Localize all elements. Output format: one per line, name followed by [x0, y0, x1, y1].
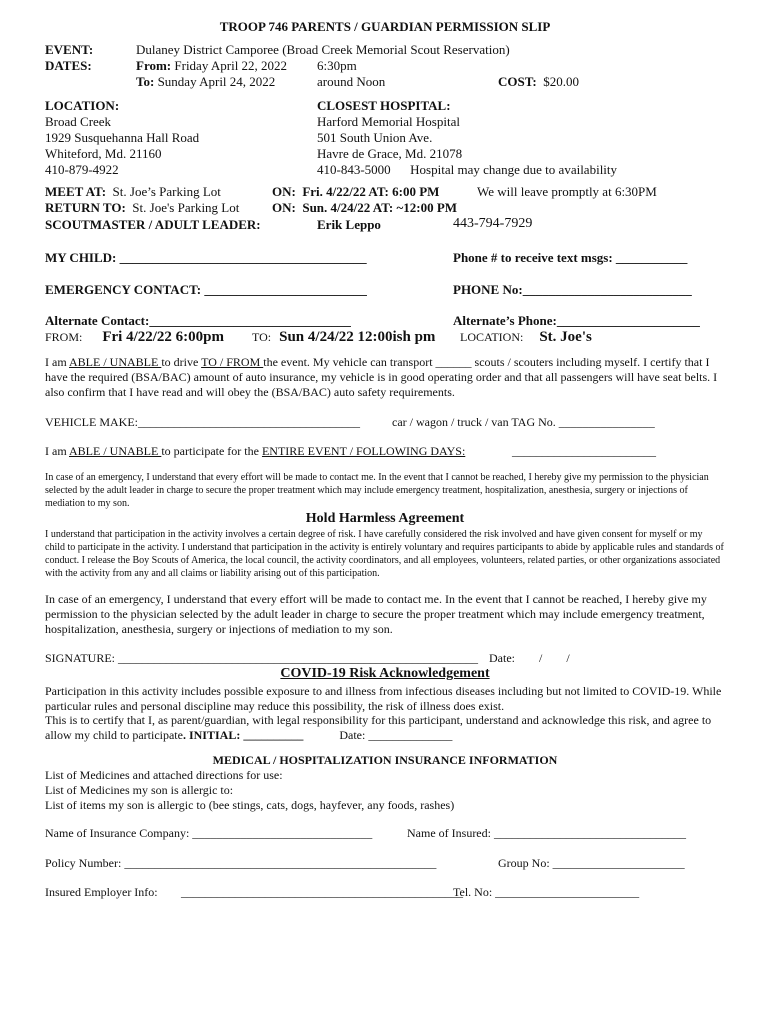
location-line: 1929 Susquehanna Hall Road [45, 130, 200, 145]
insurance-company-field[interactable]: Name of Insurance Company: ______________________________ [45, 826, 373, 840]
cost-label: COST: [498, 74, 537, 89]
covid-date-field[interactable]: Date: ______________ [339, 728, 453, 742]
covid-heading: COVID-19 Risk Acknowledgement [280, 666, 490, 681]
to-date-row [136, 74, 275, 90]
emergency-paragraph: In case of an emergency, I understand that every effort will be made to contact me. In the event that I cannot be reached, I hereby give my permission to the physician selected by the adult leader in charge to secure the proper treatment which may include emergency treatment, hospitalization, anesthesia, surgery or injections of mediation to my son. [45, 472, 709, 509]
medical-lists [45, 768, 454, 813]
hospital-note: Hospital may change due to availability [410, 162, 618, 177]
participate-blank[interactable]: ________________________ [512, 444, 656, 458]
to-date: Sunday April 24, 2022 [157, 74, 276, 89]
allergic-items-line[interactable]: List of items my son is allergic to (bee stings, cats, dogs, hayfever, any foods, rashes) [45, 798, 455, 812]
hold-harmless-heading: Hold Harmless Agreement [305, 511, 465, 526]
page-title: TROOP 746 PARENTS / GUARDIAN PERMISSION SLIP [219, 19, 551, 34]
signature-field[interactable]: SIGNATURE: ____________________________________________________________ [45, 651, 479, 665]
vehicle-make-field[interactable]: VEHICLE MAKE:_____________________________________ [45, 415, 360, 429]
able-unable-option[interactable]: ABLE / UNABLE [69, 355, 162, 369]
allergic-medicines-line[interactable]: List of Medicines my son is allergic to: [45, 783, 234, 797]
location-block [45, 98, 199, 178]
to-label: To: [136, 74, 155, 89]
signature-date-field[interactable]: Date: / / [489, 651, 570, 665]
medicines-line[interactable]: List of Medicines and attached directions for use: [45, 768, 283, 782]
insured-name-field[interactable]: Name of Insured: ________________________________ [407, 826, 686, 840]
cost [498, 74, 579, 90]
location-line: Broad Creek [45, 114, 112, 129]
leader-label: SCOUTMASTER / ADULT LEADER: [45, 217, 261, 232]
location-line: 410-879-4922 [45, 162, 119, 177]
covid-certify: This is to certify that I, as parent/guardian, with legal responsibility for this participant, understand and acknowledge this risk, and agree to allow my child to participate. INITIAL: __________ Date: ______________ [45, 713, 712, 742]
hospital-block [317, 98, 617, 178]
to-from-option[interactable]: TO / FROM [201, 355, 264, 369]
employer-label: Insured Employer Info: [45, 885, 158, 899]
employer-field[interactable]: _______________________________________________ [181, 885, 463, 899]
event-label: EVENT: [45, 42, 94, 57]
covid-paragraph: Participation in this activity includes possible exposure to and illness from infectious diseases including but not limited to COVID-19. While particular rules and personal discipline may reduce this possibility, the risk of illness does exist. [45, 684, 722, 713]
hospital-line: Havre de Grace, Md. 21078 [317, 146, 463, 161]
meet-note: We will leave promptly at 6:30PM [477, 184, 657, 199]
tel-field[interactable]: Tel. No: ________________________ [453, 885, 640, 899]
participate-able-option[interactable]: ABLE / UNABLE [69, 444, 162, 458]
return-row: RETURN TO: St. Joe's Parking Lot [45, 200, 240, 215]
transport-from: FROM: Fri 4/22/22 6:00pm [45, 329, 225, 345]
hospital-line: 501 South Union Ave. [317, 130, 433, 145]
from-time: 6:30pm [317, 58, 357, 73]
from-label: From: [136, 58, 172, 73]
hospital-line: 410-843-5000 Hospital may change due to availability [317, 162, 618, 177]
medical-heading: MEDICAL / HOSPITALIZATION INSURANCE INFORMATION [212, 753, 558, 767]
meet-time: ON: Fri. 4/22/22 AT: 6:00 PM [272, 184, 440, 199]
transport-location: LOCATION: St. Joe's [460, 329, 592, 345]
leader-phone: 443-794-7929 [453, 216, 533, 231]
location-line: Whiteford, Md. 21160 [45, 146, 162, 161]
return-time: ON: Sun. 4/24/22 AT: ~12:00 PM [272, 200, 458, 215]
to-time: around Noon [317, 74, 386, 89]
transport-to: TO: Sun 4/24/22 12:00ish pm [252, 329, 436, 345]
meet-row: MEET AT: St. Joe’s Parking Lot [45, 184, 221, 199]
entire-event-option[interactable]: ENTIRE EVENT / FOLLOWING DAYS: [261, 444, 466, 458]
event-name: Dulaney District Camporee (Broad Creek Memorial Scout Reservation) [136, 42, 510, 57]
participate-row: I am ABLE / UNABLE to participate for the ENTIRE EVENT / FOLLOWING DAYS: [45, 444, 466, 458]
phone-no-field[interactable]: PHONE No:__________________________ [453, 282, 692, 297]
covid-initial-field[interactable]: . INITIAL: __________ [182, 728, 304, 742]
drive-paragraph: I am ABLE / UNABLE to drive TO / FROM the event. My vehicle can transport ______ scouts / scouters including myself. I certify that I have the required (BSA/BAC) amount of auto insurance, my vehicle is in good operating order and that all passengers will have seat belts. I also confirm that I have read and will obey the (BSA/BAC) auto safety requirements. [45, 355, 718, 399]
cost-value: $20.00 [543, 74, 580, 89]
emergency-contact-field[interactable]: EMERGENCY CONTACT: _________________________ [45, 282, 367, 297]
hospital-line: Harford Memorial Hospital [317, 114, 460, 129]
text-phone-field[interactable]: Phone # to receive text msgs: ___________ [453, 250, 688, 265]
my-child-field[interactable]: MY CHILD: ______________________________________ [45, 250, 367, 265]
dates-label: DATES: [45, 58, 92, 73]
from-date: Friday April 22, 2022 [174, 58, 288, 73]
alternate-phone-field[interactable]: Alternate’s Phone:______________________ [453, 313, 700, 328]
from-date-row [136, 58, 287, 74]
vehicle-types[interactable]: car / wagon / truck / van TAG No. ________________ [392, 415, 655, 429]
leader-name: Erik Leppo [317, 217, 381, 232]
alternate-contact-field[interactable]: Alternate Contact:_______________________________ [45, 313, 351, 328]
location-label: LOCATION: [45, 98, 120, 113]
hospital-label: CLOSEST HOSPITAL: [317, 98, 451, 113]
hold-harmless-paragraph: I understand that participation in the activity involves a certain degree of risk. I have carefully considered the risk involved and have given consent for myself or my child to participate in the activity. I understand that participation in the activity is entirely voluntary and requires participants to abide by applicable rules and standards of conduct. I release the Boy Scouts of America, the local council, the activity coordinators, and all employees, volunteers, related parties, or other organizations associated with the activity from any and all claims or liability arising out of this participation. [45, 529, 724, 579]
hold-harmless-paragraph-2: In case of an emergency, I understand that every effort will be made to contact me. In the event that I cannot be reached, I hereby give my permission to the physician selected by the adult leader in charge to secure the proper treatment which may include emergency treatment, hospitalization, anesthesia, surgery or injections of mediation to my son. [45, 592, 707, 636]
policy-number-field[interactable]: Policy Number: ____________________________________________________ [45, 856, 437, 870]
group-number-field[interactable]: Group No: ______________________ [498, 856, 685, 870]
